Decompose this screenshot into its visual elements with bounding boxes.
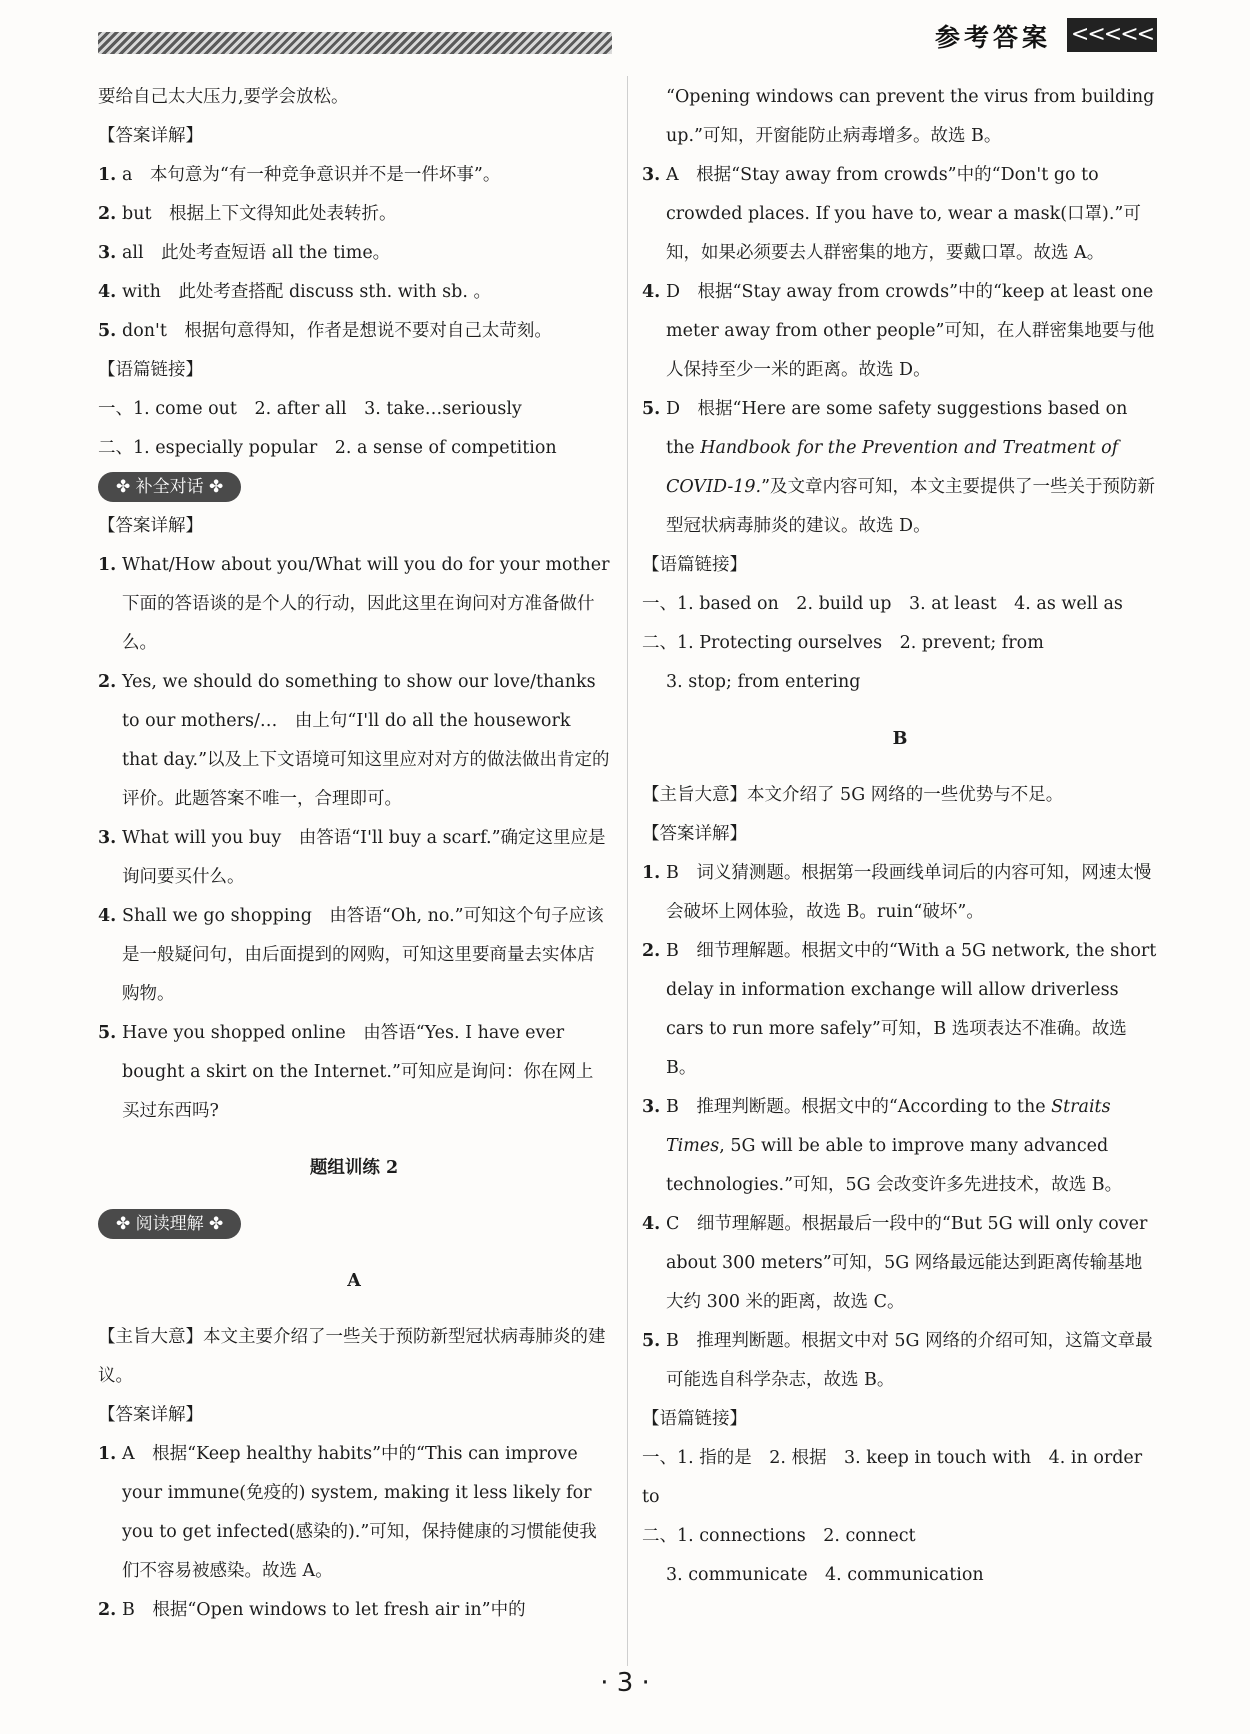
passage-label: B (892, 728, 908, 749)
exercise-group-title: 题组训练 2 (309, 1157, 399, 1178)
answer-item: 1. What/How about you/What will you do for your mother 下面的答语谈的是个人的行动，因此这里在询问对方准备做什么。 (98, 555, 627, 653)
page-number: · 3 · (600, 1668, 650, 1698)
answer-item: 2. Yes, we should do something to show our love/thanks to our mothers/… 由上句“I'll do all the housework that day.”以及上下文语境可知这里应对对方的做法做出肯定的评价。此题答案不唯一，合理即可。 (98, 672, 610, 809)
answer-item: 2. B 细节理解题。根据文中的“With a 5G network, the short delay in information exchange will allow driverless cars to run more safely”可知，B 选项表达不准确。故选 B。 (642, 941, 1157, 1078)
answer-item: 3. A 根据“Stay away from crowds”中的“Don't go to crowded places. If you have to, wear a mask(口罩).”可知，如果必须要去人群密集的地方，要戴口罩。故选 A。 (642, 165, 1141, 263)
section-heading: 【语篇链接】 (642, 1409, 747, 1429)
section-heading: 【答案详解】 (642, 824, 747, 844)
chevron-decoration-icon: <<<<< (1067, 18, 1157, 52)
header-stripe-bar (98, 32, 612, 54)
section-heading: 【答案详解】 (98, 126, 203, 146)
answer-item: 5. B 推理判断题。根据文中对 5G 网络的介绍可知，这篇文章最可能选自科学杂志，故选 B。 (642, 1331, 1153, 1390)
vocab-link-line: 一、1. 指的是 2. 根据 3. keep in touch with 4. in order to (642, 1448, 1143, 1507)
section-heading: 【语篇链接】 (642, 555, 747, 575)
answer-item: 4. C 细节理解题。根据最后一段中的“But 5G will only cover about 300 meters”可知，5G 网络最远能达到距离传输基地大约 300 米的距离，故选 C。 (642, 1214, 1148, 1312)
answer-item: 5. Have you shopped online 由答语“Yes. I have ever bought a skirt on the Internet.”可知应是询问：你在网上买过东西吗? (98, 1023, 594, 1121)
continued-text: 要给自己太大压力,要学会放松。 (98, 87, 349, 107)
answer-item: 1. a 本句意为“有一种竞争意识并不是一件坏事”。 (98, 165, 501, 185)
page-header-title: 参考答案 (935, 23, 1052, 52)
answer-item: 5. don't 根据句意得知，作者是想说不要对自己太苛刻。 (98, 321, 552, 341)
section-heading: 【答案详解】 (98, 1405, 203, 1425)
column-divider (627, 76, 628, 1666)
section-heading: 【答案详解】 (98, 516, 203, 536)
section-badge-dialogue: ✤ 补全对话 ✤ (98, 472, 241, 502)
vocab-link-line: 二、1. connections 2. connect (642, 1526, 916, 1546)
answer-item: 2. B 根据“Open windows to let fresh air in”中的 (98, 1600, 526, 1620)
main-idea: 【主旨大意】本文介绍了 5G 网络的一些优势与不足。 (642, 785, 1064, 805)
vocab-link-line: 二、1. especially popular 2. a sense of competition (98, 438, 557, 458)
answer-item: 5. D 根据“Here are some safety suggestions based on the Handbook for the Prevention and Treatment of COVID-19.”及文章内容可知，本文主要提供了一些关于预防新型冠状病毒肺炎的建议。故选 D。 (642, 399, 1156, 536)
section-heading: 【语篇链接】 (98, 360, 203, 380)
answer-item: 3. B 推理判断题。根据文中的“According to the Straits Times, 5G will be able to improve many advanced technologies.”可知，5G 会改变许多先进技术，故选 B。 (642, 1097, 1123, 1195)
vocab-link-line: 二、1. Protecting ourselves 2. prevent; from (642, 633, 1044, 653)
vocab-link-line: 3. stop; from entering (666, 672, 861, 692)
section-badge-reading: ✤ 阅读理解 ✤ (98, 1209, 241, 1239)
vocab-link-line: 3. communicate 4. communication (666, 1565, 984, 1585)
answer-item: 3. What will you buy 由答语“I'll buy a scarf.”确定这里应是询问要买什么。 (98, 828, 606, 887)
answer-item: 1. B 词义猜测题。根据第一段画线单词后的内容可知，网速太慢会破坏上网体验，故选 B。ruin“破坏”。 (642, 863, 1152, 922)
left-column (98, 78, 627, 1630)
answer-item: 3. all 此处考查短语 all the time。 (98, 243, 391, 263)
vocab-link-line: 一、1. come out 2. after all 3. take…seriously (98, 399, 522, 419)
answer-item: 4. Shall we go shopping 由答语“Oh, no.”可知这个句子应该是一般疑问句，由后面提到的网购，可知这里要商量去实体店购物。 (98, 906, 604, 1004)
answer-item: 2. but 根据上下文得知此处表转折。 (98, 204, 397, 224)
right-column (642, 78, 1158, 1595)
answer-item: 1. A 根据“Keep healthy habits”中的“This can improve your immune(免疫的) system, making it less likely for you to get infected(感染的).”可知，保持健康的习惯能使我们不容易被感染。故选 A。 (98, 1444, 597, 1581)
vocab-link-line: 一、1. based on 2. build up 3. at least 4. as well as (642, 594, 1123, 614)
main-idea: 【主旨大意】本文主要介绍了一些关于预防新型冠状病毒肺炎的建议。 (98, 1327, 606, 1386)
continued-text: “Opening windows can prevent the virus from building up.”可知，开窗能防止病毒增多。故选 B。 (666, 87, 1155, 146)
answer-item: 4. with 此处考查搭配 discuss sth. with sb. 。 (98, 282, 491, 302)
passage-label: A (347, 1270, 361, 1291)
answer-item: 4. D 根据“Stay away from crowds”中的“keep at least one meter away from other people”可知，在人群密集地要与他人保持至少一米的距离。故选 D。 (642, 282, 1155, 380)
